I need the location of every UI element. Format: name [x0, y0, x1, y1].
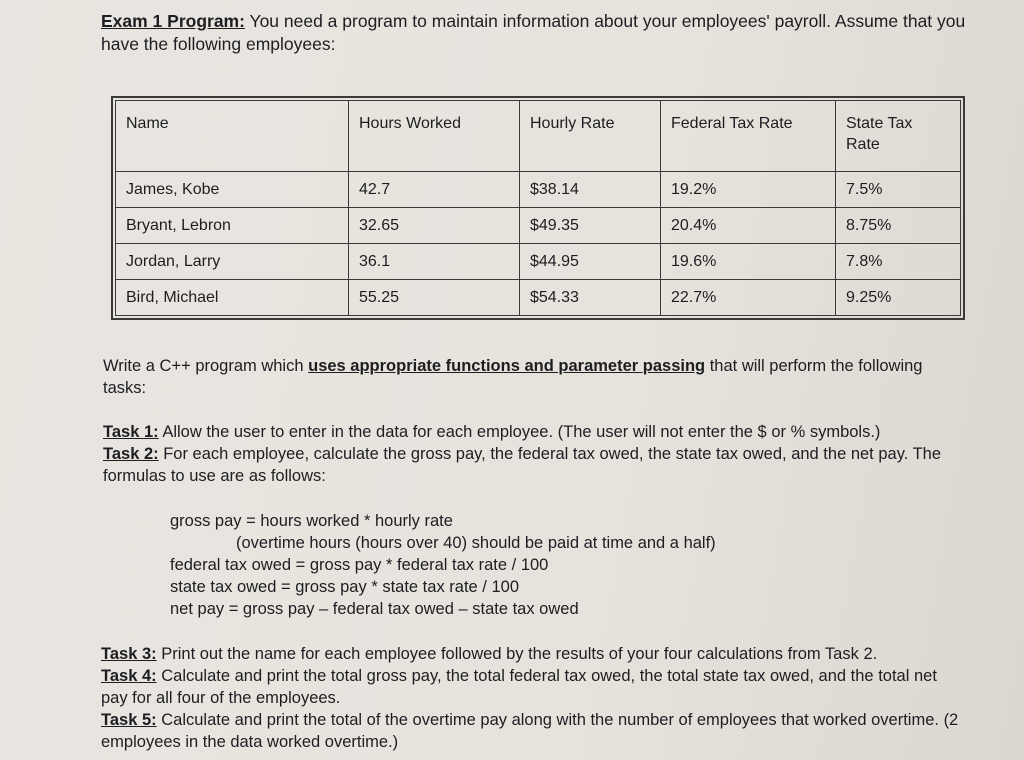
intro-paragraph — [101, 10, 981, 56]
task-4 — [101, 665, 963, 709]
cell-federal: 19.6% — [661, 244, 836, 280]
cell-state: 9.25% — [836, 280, 961, 316]
task-text: Print out the name for each employee followed by the results of your four calculations from Task 2. — [156, 645, 878, 663]
table-row — [116, 208, 961, 244]
cell-rate: $44.95 — [520, 244, 661, 280]
cell-hours: 55.25 — [349, 280, 520, 316]
cell-rate: $54.33 — [520, 280, 661, 316]
header-federal-tax-rate: Federal Tax Rate — [661, 101, 836, 172]
table-row — [116, 244, 961, 280]
tasks-1-2 — [103, 421, 963, 487]
task-label: Task 1: — [103, 423, 159, 441]
task-text: For each employee, calculate the gross pay, the federal tax owed, the state tax owed, and the net pay. The formulas to use are as follows: — [103, 445, 942, 485]
task-3 — [101, 643, 963, 665]
employee-table — [115, 100, 961, 316]
cell-name: Bird, Michael — [116, 280, 349, 316]
task-text: Calculate and print the total of the overtime pay along with the number of employees that worked overtime. (2 employees in the data worked overtime.) — [101, 711, 959, 751]
instructions-paragraph — [103, 355, 963, 399]
table-row — [116, 280, 961, 316]
task-label: Task 3: — [101, 645, 157, 663]
cell-hours: 32.65 — [349, 208, 520, 244]
formulas-block — [170, 510, 716, 620]
task-5 — [101, 709, 963, 753]
cell-federal: 19.2% — [661, 172, 836, 208]
formula-state-tax: state tax owed = gross pay * state tax rate / 100 — [170, 578, 519, 596]
cell-hours: 36.1 — [349, 244, 520, 280]
cell-federal: 20.4% — [661, 208, 836, 244]
instructions-text: Write a C++ program which — [103, 357, 309, 375]
instructions-emphasis: uses appropriate functions and parameter passing — [308, 357, 706, 375]
task-text: Calculate and print the total gross pay, the total federal tax owed, the total state tax owed, and the total net pay for all four of the employees. — [101, 667, 937, 707]
table-header-row — [116, 101, 961, 172]
cell-state: 7.8% — [836, 244, 961, 280]
instructions-text-end: that will perform the following tasks: — [103, 357, 923, 397]
formula-overtime-note: (overtime hours (hours over 40) should be paid at time and a half) — [236, 534, 716, 552]
cell-state: 8.75% — [836, 208, 961, 244]
formula-net-pay: net pay = gross pay – federal tax owed – state tax owed — [170, 600, 579, 618]
intro-text: You need a program to maintain information about your employees' payroll. Assume that you have the following employees: — [101, 11, 966, 54]
cell-rate: $49.35 — [520, 208, 661, 244]
exam-title: Exam 1 Program: — [101, 11, 245, 31]
header-hours-worked: Hours Worked — [349, 101, 520, 172]
task-2 — [103, 443, 963, 487]
cell-hours: 42.7 — [349, 172, 520, 208]
task-text: Allow the user to enter in the data for each employee. (The user will not enter the $ or % symbols.) — [158, 423, 881, 441]
header-hourly-rate: Hourly Rate — [520, 101, 661, 172]
cell-state: 7.5% — [836, 172, 961, 208]
header-state-tax-rate: State Tax Rate — [836, 101, 961, 172]
cell-rate: $38.14 — [520, 172, 661, 208]
cell-federal: 22.7% — [661, 280, 836, 316]
table-row — [116, 172, 961, 208]
task-label: Task 2: — [103, 445, 159, 463]
tasks-3-5 — [101, 643, 963, 753]
header-name: Name — [116, 101, 349, 172]
task-1 — [103, 421, 963, 443]
cell-name: Jordan, Larry — [116, 244, 349, 280]
formula-federal-tax: federal tax owed = gross pay * federal tax rate / 100 — [170, 556, 549, 574]
formula-gross-pay: gross pay = hours worked * hourly rate — [170, 512, 453, 530]
cell-name: Bryant, Lebron — [116, 208, 349, 244]
task-label: Task 5: — [101, 711, 157, 729]
cell-name: James, Kobe — [116, 172, 349, 208]
task-label: Task 4: — [101, 667, 157, 685]
